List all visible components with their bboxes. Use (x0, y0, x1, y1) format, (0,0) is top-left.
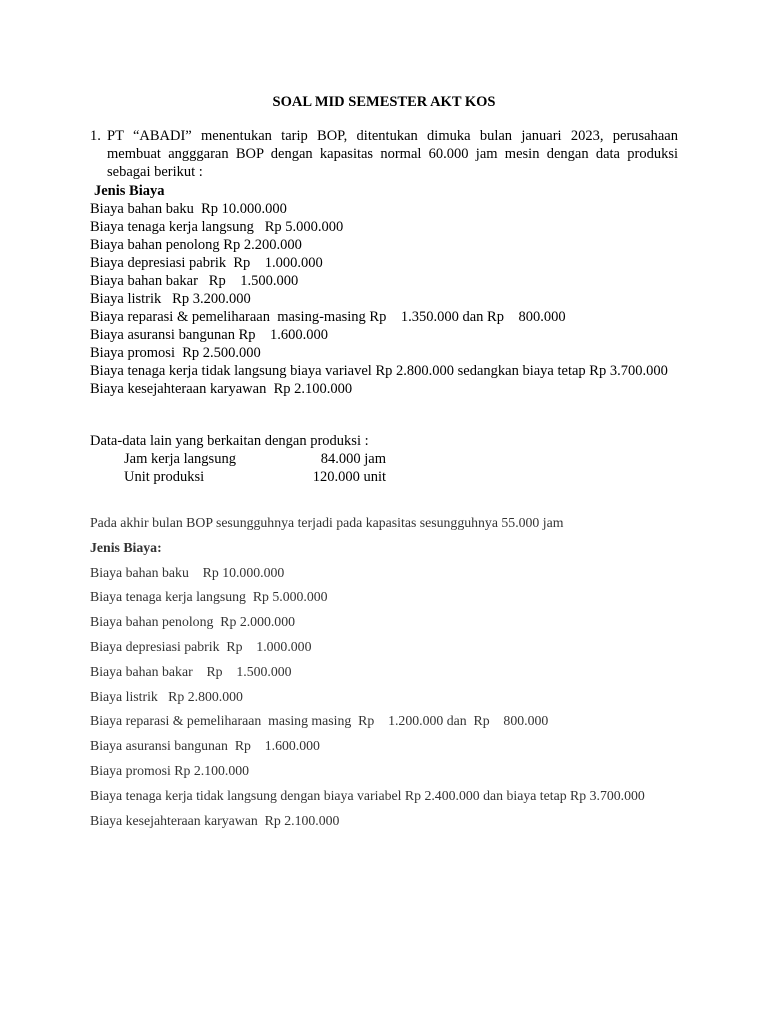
actual-item: Biaya bahan baku Rp 10.000.000 (90, 564, 285, 580)
production-value: 84.000 jam (320, 451, 386, 467)
page-title: SOAL MID SEMESTER AKT KOS (272, 94, 496, 110)
actual-item: Biaya listrik Rp 2.800.000 (90, 688, 243, 704)
question-number: 1. (90, 128, 101, 144)
question-text: PT “ABADI” menentukan tarip BOP, ditentukan dimuka bulan januari 2023, perusahaan membuat angggaran BOP dengan kapasitas normal 60.000 jam mesin dengan data produksi sebagai berikut : (107, 128, 678, 180)
actual-cost-list (90, 511, 678, 833)
production-row (90, 468, 678, 486)
actual-item: Biaya promosi Rp 2.100.000 (90, 762, 250, 778)
budget-item: Biaya bahan bakar Rp 1.500.000 (90, 273, 299, 289)
budget-cost-list (90, 182, 678, 398)
budget-item: Biaya reparasi & pemeliharaan masing-masing Rp 1.350.000 dan Rp 800.000 (90, 309, 566, 325)
actual-item: Biaya reparasi & pemeliharaan masing masing Rp 1.200.000 dan Rp 800.000 (90, 713, 549, 729)
budget-item: Biaya depresiasi pabrik Rp 1.000.000 (90, 255, 323, 271)
actual-heading: Jenis Biaya: (90, 539, 162, 555)
production-label: Unit produksi (124, 469, 205, 485)
other-data-heading: Data-data lain yang berkaitan dengan produksi : (90, 433, 369, 449)
actual-welfare: Biaya kesejahteraan karyawan Rp 2.100.000 (90, 812, 340, 828)
budget-item: Biaya bahan penolong Rp 2.200.000 (90, 237, 302, 253)
production-value: 120.000 unit (312, 469, 386, 485)
production-row (90, 450, 678, 468)
other-production-data (90, 432, 678, 486)
budget-indirect-labor: Biaya tenaga kerja tidak langsung biaya variavel Rp 2.800.000 sedangkan biaya tetap Rp 3.700.000 (90, 363, 668, 379)
budget-item: Biaya tenaga kerja langsung Rp 5.000.000 (90, 219, 344, 235)
actual-item: Biaya bahan bakar Rp 1.500.000 (90, 663, 292, 679)
budget-welfare: Biaya kesejahteraan karyawan Rp 2.100.000 (90, 381, 353, 397)
production-label: Jam kerja langsung (124, 451, 236, 467)
budget-item: Biaya bahan baku Rp 10.000.000 (90, 201, 287, 217)
budget-heading: Jenis Biaya (94, 183, 165, 199)
actual-item: Biaya depresiasi pabrik Rp 1.000.000 (90, 638, 312, 654)
actual-intro: Pada akhir bulan BOP sesungguhnya terjadi pada kapasitas sesungguhnya 55.000 jam (90, 515, 564, 530)
question-1 (90, 127, 678, 181)
actual-item: Biaya asuransi bangunan Rp 1.600.000 (90, 738, 320, 754)
budget-item: Biaya asuransi bangunan Rp 1.600.000 (90, 327, 329, 343)
budget-item: Biaya promosi Rp 2.500.000 (90, 345, 261, 361)
actual-indirect-labor: Biaya tenaga kerja tidak langsung dengan biaya variabel Rp 2.400.000 dan biaya tetap Rp 3.700.000 (90, 787, 645, 803)
budget-item: Biaya listrik Rp 3.200.000 (90, 291, 251, 307)
actual-item: Biaya bahan penolong Rp 2.000.000 (90, 614, 296, 630)
actual-item: Biaya tenaga kerja langsung Rp 5.000.000 (90, 589, 328, 605)
